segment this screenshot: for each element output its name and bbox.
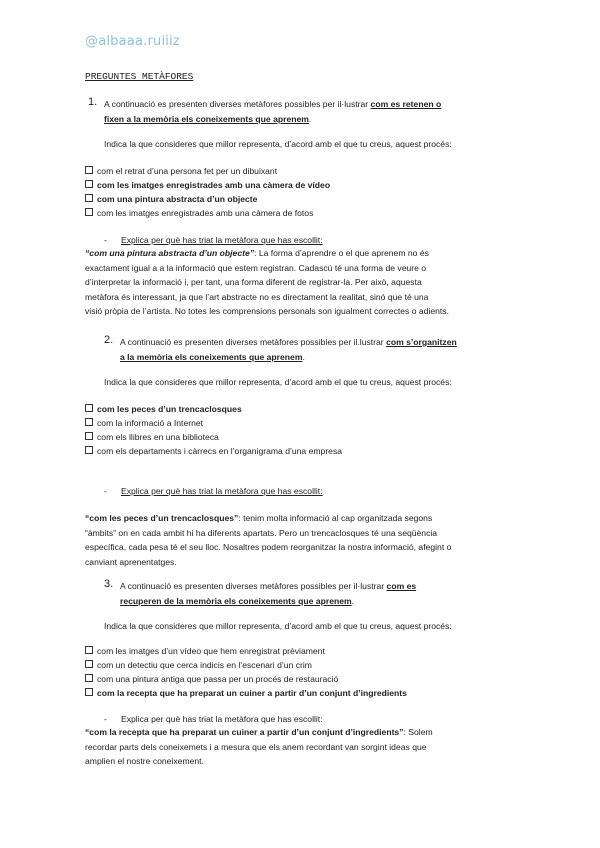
answer-line: : La forma d’aprendre o el que aprenem no és <box>254 248 429 258</box>
question-3-answer <box>85 725 525 769</box>
answer-line: canviant aprenentatges. <box>85 556 177 567</box>
option-label: com les peces d’un trencaclosques <box>97 404 242 414</box>
checkbox-icon[interactable] <box>85 688 93 696</box>
question-1-option-1[interactable] <box>85 166 277 176</box>
question-2-topic-a: com s’organitzen <box>386 337 457 347</box>
answer-line: recordar parts dels coneixemets i a mesura que els anem recordant van sorgint ideas que <box>85 741 427 752</box>
checkbox-icon[interactable] <box>85 166 93 174</box>
question-1-instruction: Indica la que consideres que millor representa, d’acord amb el que tu creus, aquest procés: <box>104 139 452 149</box>
author-watermark: @albaaa.ruiiiz <box>85 34 180 49</box>
question-2-option-3[interactable] <box>85 432 219 442</box>
question-3-prompt <box>120 579 530 608</box>
question-2-prompt <box>120 335 530 364</box>
question-3-topic-a: com es <box>386 581 417 591</box>
answer-line: : Solem <box>403 727 433 737</box>
question-2-option-2[interactable] <box>85 418 203 428</box>
checkbox-icon[interactable] <box>85 180 93 188</box>
question-1-option-4[interactable] <box>85 208 313 218</box>
bullet-dash: - <box>104 486 107 496</box>
answer-line: específica, cada pesa té el seu lloc. Nosaltres podem reorganitzar la nostra informació, afegint o <box>85 542 452 552</box>
option-label: com una pintura abstracta d’un objecte <box>97 194 258 204</box>
question-2-instruction: Indica la que consideres que millor representa, d’acord amb el que tu creus, aquest procés: <box>104 377 452 387</box>
question-1-option-3[interactable] <box>85 194 257 204</box>
checkbox-icon[interactable] <box>85 674 93 682</box>
question-1-answer <box>85 246 525 319</box>
checkbox-icon[interactable] <box>85 418 93 426</box>
answer-line: “àmbits” on en cada ambit hi ha diferents apartats. Pero un trencaclosques té una seqüència <box>85 527 438 538</box>
question-1-option-2[interactable] <box>85 180 330 190</box>
option-label: com un detectiu que cerca indicis en l’escenari d’un crim <box>97 660 312 670</box>
answer-line: amplien el nostre coneixement. <box>85 756 204 766</box>
question-1-answer-quote: “com una pintura abstracta d’un objecte” <box>85 248 255 258</box>
page-title: PREGUNTES METÀFORES <box>85 71 194 82</box>
answer-line: d’interpretar la informació i, per tant, una forma diferent de registrar-la. Per això, aquesta <box>85 277 422 287</box>
question-2-answer <box>85 511 525 569</box>
checkbox-icon[interactable] <box>85 404 93 412</box>
option-label: com una pintura antiga que passa per un procés de restauració <box>97 674 339 684</box>
checkbox-icon[interactable] <box>85 446 93 454</box>
question-3-topic-b: recuperen de la memòria els coneixements que aprenem <box>120 595 352 606</box>
question-1-end: . <box>308 113 312 124</box>
option-label: com les imatges d’un vídeo que hem enregistrat prèviament <box>97 646 325 656</box>
question-1-number: 1. <box>88 96 98 108</box>
option-label: com les imatges enregistrades amb una càmera de vídeo <box>97 180 331 190</box>
question-1-topic-b: fixen a la memòria els coneixements que aprenem <box>104 113 309 124</box>
question-2-explain-label: Explica per què has triat la metàfora que has escollit: <box>121 486 323 496</box>
question-3-instruction: Indica la que consideres que millor representa, d’acord amb el que tu creus, aquest procés: <box>104 621 452 631</box>
option-label: com els llibres en una biblioteca <box>97 432 219 442</box>
question-3-answer-quote: “com la recepta que ha preparat un cuiner a partir d’un conjunt d’ingredients” <box>85 727 404 737</box>
question-2-end: . <box>302 351 305 362</box>
option-label: com el retrat d’una persona fet per un dibuixant <box>97 166 278 176</box>
option-label: com la informació a Internet <box>97 418 204 428</box>
question-3-option-4[interactable] <box>85 688 407 698</box>
option-label: com els departaments i càrrecs en l’organigrama d’una empresa <box>97 446 343 456</box>
bullet-dash: - <box>104 714 107 724</box>
question-3-option-1[interactable] <box>85 646 325 656</box>
answer-line: exactament igual a a la informació que estem registran. Cadascú té una forma de veure o <box>85 262 427 273</box>
question-2-answer-quote: “com les peces d’un trencaclosques” <box>85 513 239 523</box>
question-1-explain-label: Explica per què has triat la metàfora que has escollit: <box>121 235 323 245</box>
question-2-topic-b: a la memòria els coneixements que aprenem <box>120 351 303 362</box>
question-1-intro: A continuació es presenten diverses metàfores possibles per il·lustrar <box>104 99 369 109</box>
checkbox-icon[interactable] <box>85 208 93 216</box>
question-3-option-3[interactable] <box>85 674 338 684</box>
question-2-number: 2. <box>104 334 114 346</box>
question-3-end: . <box>351 595 355 606</box>
answer-line: visió pròpia de l’artista. No totes les comprensions personals son igualment correctes o adients. <box>85 306 449 316</box>
question-3-option-2[interactable] <box>85 660 312 670</box>
answer-line: metàfora és interessant, ja que l’art abstracte no es directament la realitat, sinó que té una <box>85 291 429 302</box>
bullet-dash: - <box>104 235 107 245</box>
question-2-option-4[interactable] <box>85 446 342 456</box>
question-1-prompt <box>104 97 524 126</box>
option-label: com la recepta que ha preparat un cuiner a partir d’un conjunt d’ingredients <box>97 688 407 698</box>
checkbox-icon[interactable] <box>85 432 93 440</box>
question-3-intro: A continuació es presenten diverses metàfores possibles per il·lustrar <box>120 581 385 591</box>
checkbox-icon[interactable] <box>85 194 93 202</box>
option-label: com les imatges enregistrades amb una càmera de fotos <box>97 208 314 218</box>
question-3-explain-label: Explica per què has triat la metàfora que has escollit: <box>121 714 323 724</box>
checkbox-icon[interactable] <box>85 646 93 654</box>
question-3-number: 3. <box>104 578 114 590</box>
question-2-option-1[interactable] <box>85 404 242 414</box>
question-1-topic-a: com es retenen o <box>370 99 442 109</box>
question-2-intro: A continuació es presenten diverses metàfores possibles per il.lustrar <box>120 337 384 347</box>
answer-line: : tenim molta informació al cap organitzada segons <box>238 513 433 523</box>
checkbox-icon[interactable] <box>85 660 93 668</box>
